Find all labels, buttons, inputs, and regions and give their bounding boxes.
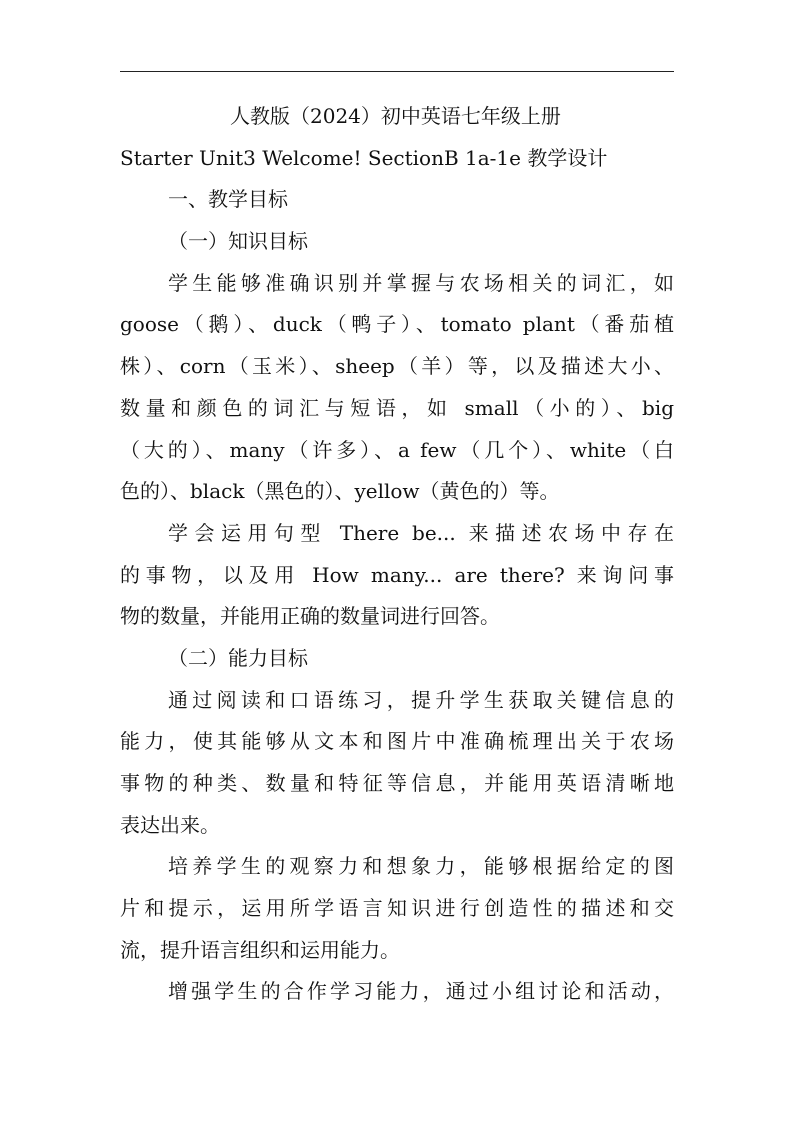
paragraph-cooperative-learning	[120, 971, 674, 1013]
paragraph-line: goose（鹅）、duck（鸭子）、tomato plant（番茄植	[120, 312, 674, 337]
paragraph-line: 流，提升语言组织和运用能力。	[120, 937, 400, 962]
paragraph-line: 培养学生的观察力和想象力，能够根据给定的图	[168, 854, 674, 879]
paragraph-line: 表达出来。	[120, 812, 220, 837]
paragraph-line: 色的）、black（黑色的）、yellow（黄色的）等。	[120, 479, 560, 504]
paragraph-vocabulary	[120, 263, 674, 513]
paragraph-line: 株）、corn（玉米）、sheep（羊）等，以及描述大小、	[120, 354, 674, 379]
header-divider	[120, 71, 674, 72]
paragraph-line: 的事物，以及用 How many... are there? 来询问事	[120, 562, 674, 587]
paragraph-line: 事物的种类、数量和特征等信息，并能用英语清晰地	[120, 771, 674, 795]
paragraph-line: 能力，使其能够从文本和图片中准确梳理出关于农场	[120, 729, 674, 754]
subheading-knowledge-goals: （一）知识目标	[168, 229, 308, 254]
subheading-ability-goals: （二）能力目标	[168, 645, 308, 670]
paragraph-reading-speaking	[120, 680, 674, 847]
paragraph-line: 增强学生的合作学习能力，通过小组讨论和活动，	[168, 979, 674, 1004]
paragraph-line: 学生能够准确识别并掌握与农场相关的词汇，如	[168, 270, 674, 295]
document-title-line2: Starter Unit3 Welcome! SectionB 1a-1e 教学设计	[120, 145, 608, 170]
document-title-line1: 人教版（2024）初中英语七年级上册	[230, 104, 561, 128]
paragraph-line: 数量和颜色的词汇与短语，如 small（小的）、big	[120, 395, 674, 420]
paragraph-observation-imagination	[120, 846, 674, 971]
paragraph-line: 学会运用句型 There be... 来描述农场中存在	[168, 520, 674, 545]
paragraph-line: 片和提示，运用所学语言知识进行创造性的描述和交	[120, 896, 674, 921]
paragraph-sentence-patterns	[120, 513, 674, 638]
section-heading-teaching-goals: 一、教学目标	[168, 187, 288, 212]
document-body	[120, 96, 674, 1013]
paragraph-line: （大的）、many（许多）、a few（几个）、white（白	[120, 437, 674, 462]
paragraph-line: 通过阅读和口语练习，提升学生获取关键信息的	[168, 687, 674, 712]
paragraph-line: 物的数量，并能用正确的数量词进行回答。	[120, 604, 500, 629]
